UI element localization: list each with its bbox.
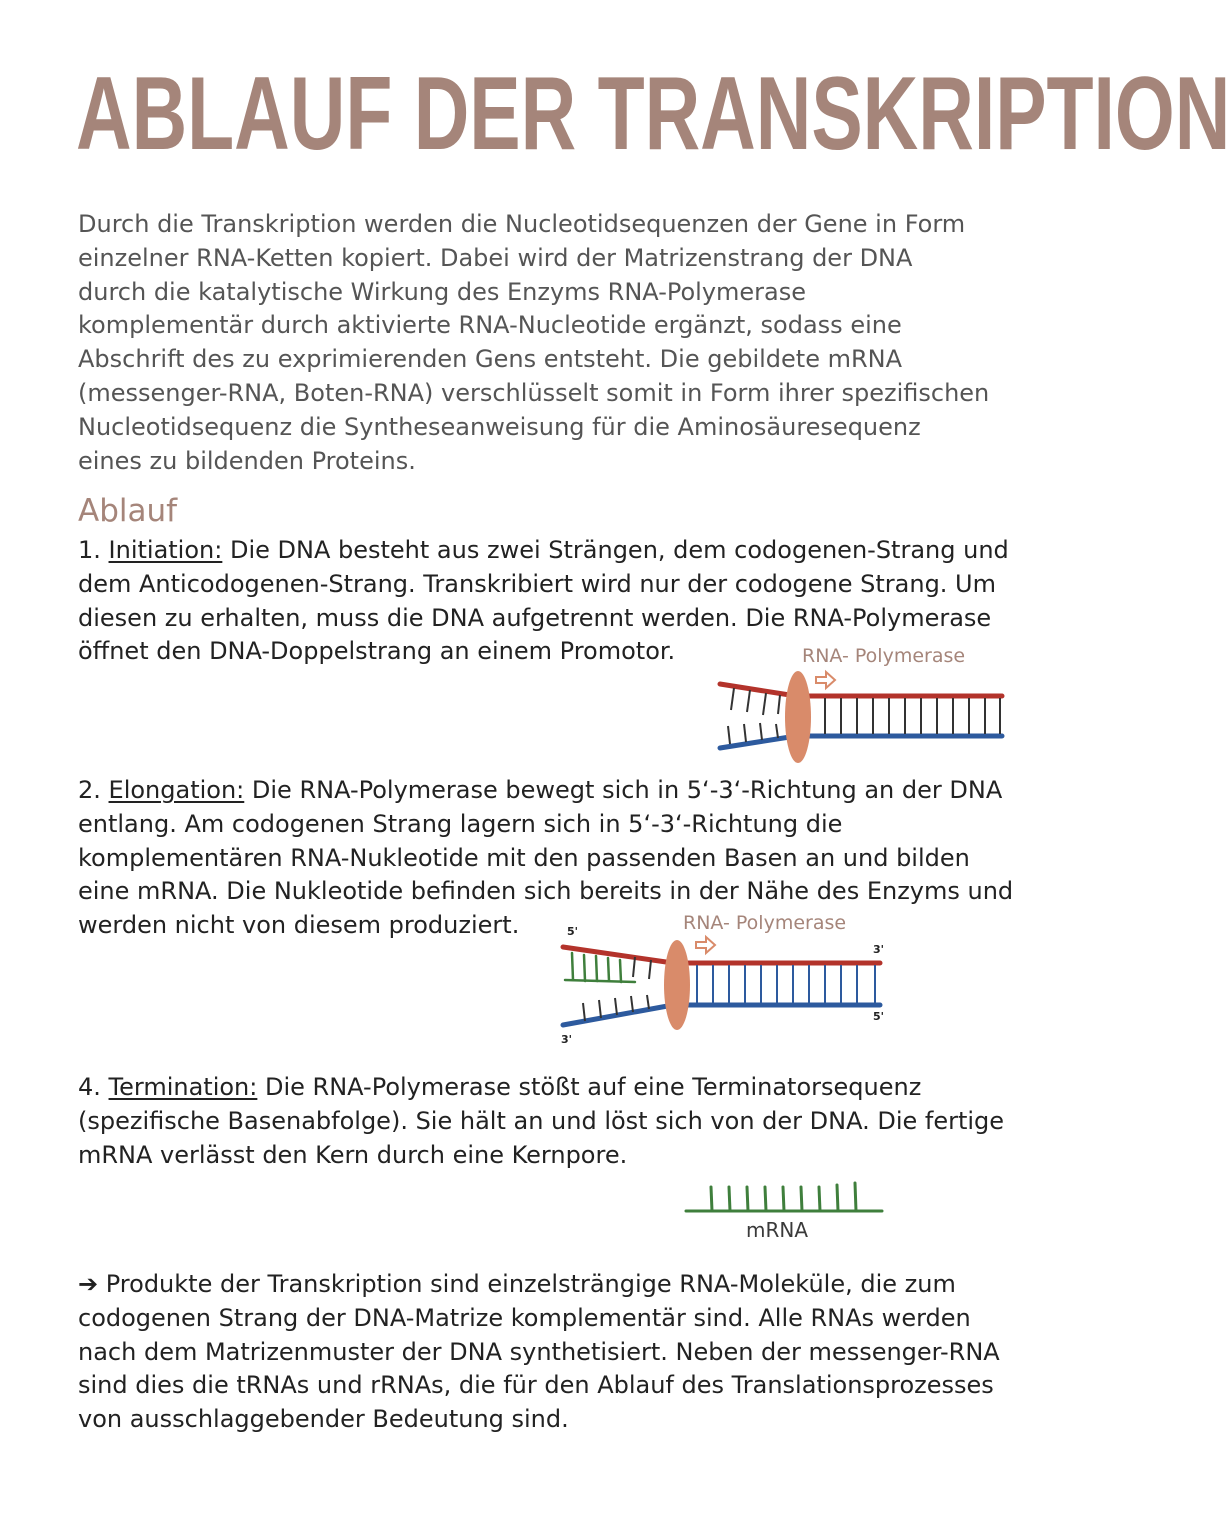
step-text: mRNA verlässt den Kern durch eine Kernpore. (78, 1140, 628, 1169)
conclusion-line: codogenen Strang der DNA-Matrize komplementär sind. Alle RNAs werden (78, 1303, 971, 1332)
template-strand-bottom (563, 1005, 880, 1025)
elongation-diagram (555, 905, 895, 1050)
step-text: (spezifische Basenabfolge). Sie hält an und löst sich von der DNA. Die fertige (78, 1106, 1005, 1135)
step-term: Elongation: (108, 776, 245, 804)
intro-line: (messenger-RNA, Boten-RNA) verschlüsselt somit in Form ihrer spezifischen (78, 378, 990, 407)
intro-line: Nucleotidsequenz die Syntheseanweisung für die Aminosäuresequenz (78, 412, 921, 441)
section-heading-ablauf: Ablauf (78, 493, 178, 529)
label-5-prime: 5' (873, 1010, 885, 1023)
intro-line: komplementär durch aktivierte RNA-Nucleotide ergänzt, sodass eine (78, 311, 902, 340)
conclusion-line: sind dies die tRNAs und rRNAs, die für den Ablauf des Translationsprozesses (78, 1371, 994, 1400)
intro-line: einzelner RNA-Ketten kopiert. Dabei wird der Matrizenstrang der DNA (78, 243, 913, 272)
direction-arrow-icon (816, 672, 835, 688)
conclusion-line: ➔ Produkte der Transkription sind einzelsträngige RNA-Moleküle, die zum (78, 1270, 956, 1298)
open-bases (728, 688, 780, 744)
base-pairs (697, 965, 875, 1003)
step-termination (78, 1071, 1038, 1172)
label-5-prime: 5' (567, 925, 579, 938)
step-number: 4. (78, 1073, 109, 1101)
step-term: Termination: (108, 1073, 258, 1101)
direction-arrow-icon (696, 937, 715, 953)
step-text: Die DNA besteht aus zwei Strängen, dem codogenen-Strang und (222, 536, 1009, 564)
step-text: komplementären RNA-Nukleotide mit den passenden Basen an und bilden (78, 843, 970, 872)
step-text: entlang. Am codogenen Strang lagern sich in 5‘-3‘-Richtung die (78, 809, 843, 838)
step-text: Die RNA-Polymerase stößt auf eine Terminatorsequenz (257, 1073, 922, 1101)
intro-line: eines zu bildenden Proteins. (78, 446, 416, 475)
step-text: eine mRNA. Die Nukleotide befinden sich bereits in der Nähe des Enzyms und (78, 877, 1014, 906)
mrna-strand (686, 1183, 882, 1211)
step-text: dem Anticodogenen-Strang. Transkribiert wird nur der codogene Strang. Um (78, 569, 996, 598)
page-title: ABLAUF DER TRANSKRIPTION (76, 56, 1230, 172)
mrna-label: mRNA (746, 1218, 809, 1242)
mrna-diagram (680, 1175, 890, 1245)
step-term: Initiation: (108, 536, 223, 564)
conclusion-paragraph (78, 1268, 1038, 1437)
step-number: 1. (78, 536, 109, 564)
label-3-prime: 3' (561, 1033, 573, 1046)
intro-line: Abschrift des zu exprimierenden Gens entsteht. Die gebildete mRNA (78, 345, 903, 374)
step-number: 2. (78, 776, 109, 804)
step-text: werden nicht von diesem produziert. (78, 911, 520, 940)
conclusion-line: nach dem Matrizenmuster der DNA synthetisiert. Neben der messenger-RNA (78, 1337, 1000, 1366)
rna-polymerase-enzyme (664, 940, 690, 1030)
step-text: öffnet den DNA-Doppelstrang an einem Promotor. (78, 637, 676, 666)
rna-polymerase-enzyme (785, 671, 811, 763)
intro-paragraph (78, 208, 1008, 478)
template-strand-top (720, 684, 1002, 696)
step-text: Die RNA-Polymerase bewegt sich in 5‘-3‘-Richtung an der DNA (244, 776, 1003, 804)
conclusion-line: von ausschlaggebender Bedeutung sind. (78, 1405, 569, 1434)
template-strand-top (563, 947, 880, 963)
base-pairs (825, 698, 1000, 734)
label-3-prime: 3' (873, 943, 885, 956)
polymerase-label: RNA- Polymerase (683, 912, 847, 934)
polymerase-label: RNA- Polymerase (802, 645, 966, 667)
initiation-diagram (700, 640, 1020, 770)
intro-line: durch die katalytische Wirkung des Enzyms RNA-Polymerase (78, 277, 807, 306)
intro-line: Durch die Transkription werden die Nucleotidsequenzen der Gene in Form (78, 210, 966, 238)
step-text: diesen zu erhalten, muss die DNA aufgetrennt werden. Die RNA-Polymerase (78, 603, 992, 632)
